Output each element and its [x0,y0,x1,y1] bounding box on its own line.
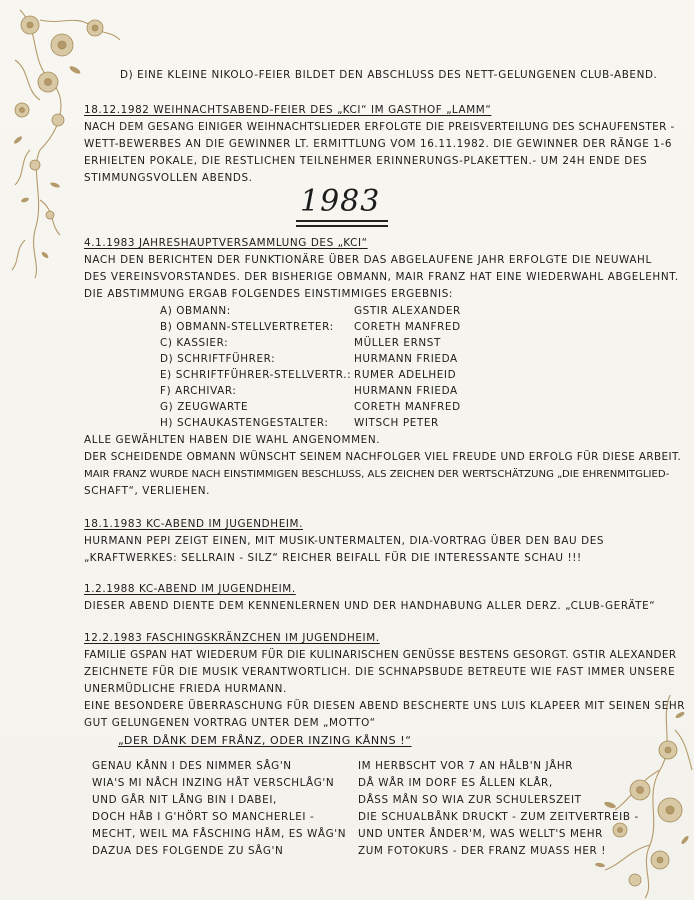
role-name: HURMANN FRIEDA [354,385,458,397]
role-label: F) ARCHIVAR: [160,385,237,397]
poem-right-line: DIE SCHUALBÅNK DRUCKT - ZUM ZEITVERTREIB - [358,811,639,823]
kc1-heading: 18.1.1983 KC-ABEND IM JUGENDHEIM. [84,518,303,530]
poem-left-line: DOCH HÅB I G'HÖRT SO MANCHERLEI - [92,811,315,823]
poem-right-line: DÅSS MÅN SO WIA ZUR SCHULERSZEIT [358,794,582,806]
role-name: CORETH MANFRED [354,401,461,413]
role-label: E) SCHRIFTFÜHRER-STELLVERTR.: [160,369,352,381]
poem-right-line: ZUM FOTOKURS - DER FRANZ MUASS HER ! [358,845,606,857]
kc1-line: HURMANN PEPI ZEIGT EINEN, MIT MUSIK-UNTERMALTEN, DIA-VORTRAG ÜBER DEN BAU DES [84,535,605,547]
year-title: 1983 [300,184,381,219]
jhv-closing-line: DER SCHEIDENDE OBMANN WÜNSCHT SEINEM NACHFOLGER VIEL FREUDE UND ERFOLG FÜR DIESE ARBEIT. [84,451,682,463]
xmas-line: STIMMUNGSVOLLEN ABENDS. [84,172,253,184]
role-name: MÜLLER ERNST [354,337,441,349]
poem-right-line: DÅ WÅR IM DORF ES ÅLLEN KLÅR, [358,777,553,789]
year-underline [296,220,388,222]
fasching-line: EINE BESONDERE ÜBERRASCHUNG FÜR DIESEN ABEND BESCHERTE UNS LUIS KLAPEER MIT SEINEN SEHR [84,700,686,712]
poem-right-line: UND UNTER ÅNDER'M, WAS WELLT'S MEHR [358,828,603,840]
role-label: C) KASSIER: [160,337,229,349]
role-name: RUMER ADELHEID [354,369,457,381]
jhv-heading: 4.1.1983 JAHRESHAUPTVERSAMMLUNG DES „KCI“ [84,237,368,249]
poem-right-line: IM HERBSCHT VOR 7 AN HÅLB'N JÅHR [358,760,574,772]
role-label: B) OBMANN-STELLVERTRETER: [160,321,334,333]
jhv-line: NACH DEN BERICHTEN DER FUNKTIONÄRE ÜBER DAS ABGELAUFENE JAHR ERFOLGTE DIE NEUWAHL [84,254,652,266]
entry-d-text: D) EINE KLEINE NIKOLO-FEIER BILDET DEN ABSCHLUSS DES NETT-GELUNGENEN CLUB-ABEND. [120,69,658,81]
jhv-closing-line: SCHAFT“, VERLIEHEN. [84,485,211,497]
jhv-line: DES VEREINSVORSTANDES. DER BISHERIGE OBMANN, MAIR FRANZ HAT EINE WIEDERWAHL ABGELEHNT. [84,271,679,283]
kc2-heading: 1.2.1988 KC-ABEND IM JUGENDHEIM. [84,583,296,595]
year-underline [296,225,388,227]
fasching-line: GUT GELUNGENEN VORTRAG UNTER DEM „MOTTO“ [84,717,376,729]
fasching-line: UNERMÜDLICHE FRIEDA HURMANN. [84,683,287,695]
role-name: WITSCH PETER [354,417,439,429]
poem-left-line: UND GÅR NIT LÅNG BIN I DABEI, [92,794,277,806]
role-name: HURMANN FRIEDA [354,353,458,365]
role-label: D) SCHRIFTFÜHRER: [160,353,276,365]
role-name: CORETH MANFRED [354,321,461,333]
poem-left-line: WIA'S MI NÅCH INZING HÅT VERSCHLÅG'N [92,777,335,789]
jhv-line: DIE ABSTIMMUNG ERGAB FOLGENDES EINSTIMMIGES ERGEBNIS: [84,288,454,300]
poem-left-line: MECHT, WEIL MA FÅSCHING HÅM, ES WÅG'N [92,828,347,840]
role-label: G) ZEUGWARTE [160,401,249,413]
kc2-line: DIESER ABEND DIENTE DEM KENNENLERNEN UND DER HANDHABUNG ALLER DERZ. „CLUB-GERÄTE“ [84,600,656,612]
jhv-closing-line: ALLE GEWÄHLTEN HABEN DIE WAHL ANGENOMMEN. [84,434,381,446]
xmas-line: ERHIELTEN POKALE, DIE RESTLICHEN TEILNEHMER ERINNERUNGS-PLAKETTEN.- UM 24H ENDE DES [84,155,648,167]
xmas-heading: 18.12.1982 WEIHNACHTSABEND-FEIER DES „KCI“ IM GASTHOF „LAMM“ [84,104,492,116]
role-name: GSTIR ALEXANDER [354,305,461,317]
jhv-closing-line: MAIR FRANZ WURDE NACH EINSTIMMIGEN BESCHLUSS, ALS ZEICHEN DER WERTSCHÄTZUNG „DIE EHRENMITGLIED- [84,469,670,480]
motto-title: „DER DÅNK DEM FRÅNZ, ODER INZING KÅNNS !“ [118,734,412,747]
poem-left-line: DAZUA DES FOLGENDE ZU SÅG'N [92,845,284,857]
role-label: A) OBMANN: [160,305,231,317]
fasching-line: FAMILIE GSPAN HAT WIEDERUM FÜR DIE KULINARISCHEN GENÜSSE BESTENS GESORGT. GSTIR ALEXANDER [84,649,677,661]
xmas-line: WETT-BEWERBES AN DIE GEWINNER LT. ERMITTLUNG VOM 16.11.1982. DIE GEWINNER DER RÄNGE 1-6 [84,138,673,150]
fasching-line: ZEICHNETE FÜR DIE MUSIK VERANTWORTLICH. DIE SCHNAPSBUDE BETREUTE WIE FAST IMMER UNSERE [84,666,676,678]
poem-left-line: GENAU KÅNN I DES NIMMER SÅG'N [92,760,292,772]
xmas-line: NACH DEM GESANG EINIGER WEIHNACHTSLIEDER ERFOLGTE DIE PREISVERTEILUNG DES SCHAUFENSTER - [84,121,675,133]
role-label: H) SCHAUKASTENGESTALTER: [160,417,329,429]
kc1-line: „KRAFTWERKES: SELLRAIN - SILZ“ REICHER BEIFALL FÜR DIE INTERESSANTE SCHAU !!! [84,552,582,564]
fasching-heading: 12.2.1983 FASCHINGSKRÄNZCHEN IM JUGENDHEIM. [84,632,380,644]
